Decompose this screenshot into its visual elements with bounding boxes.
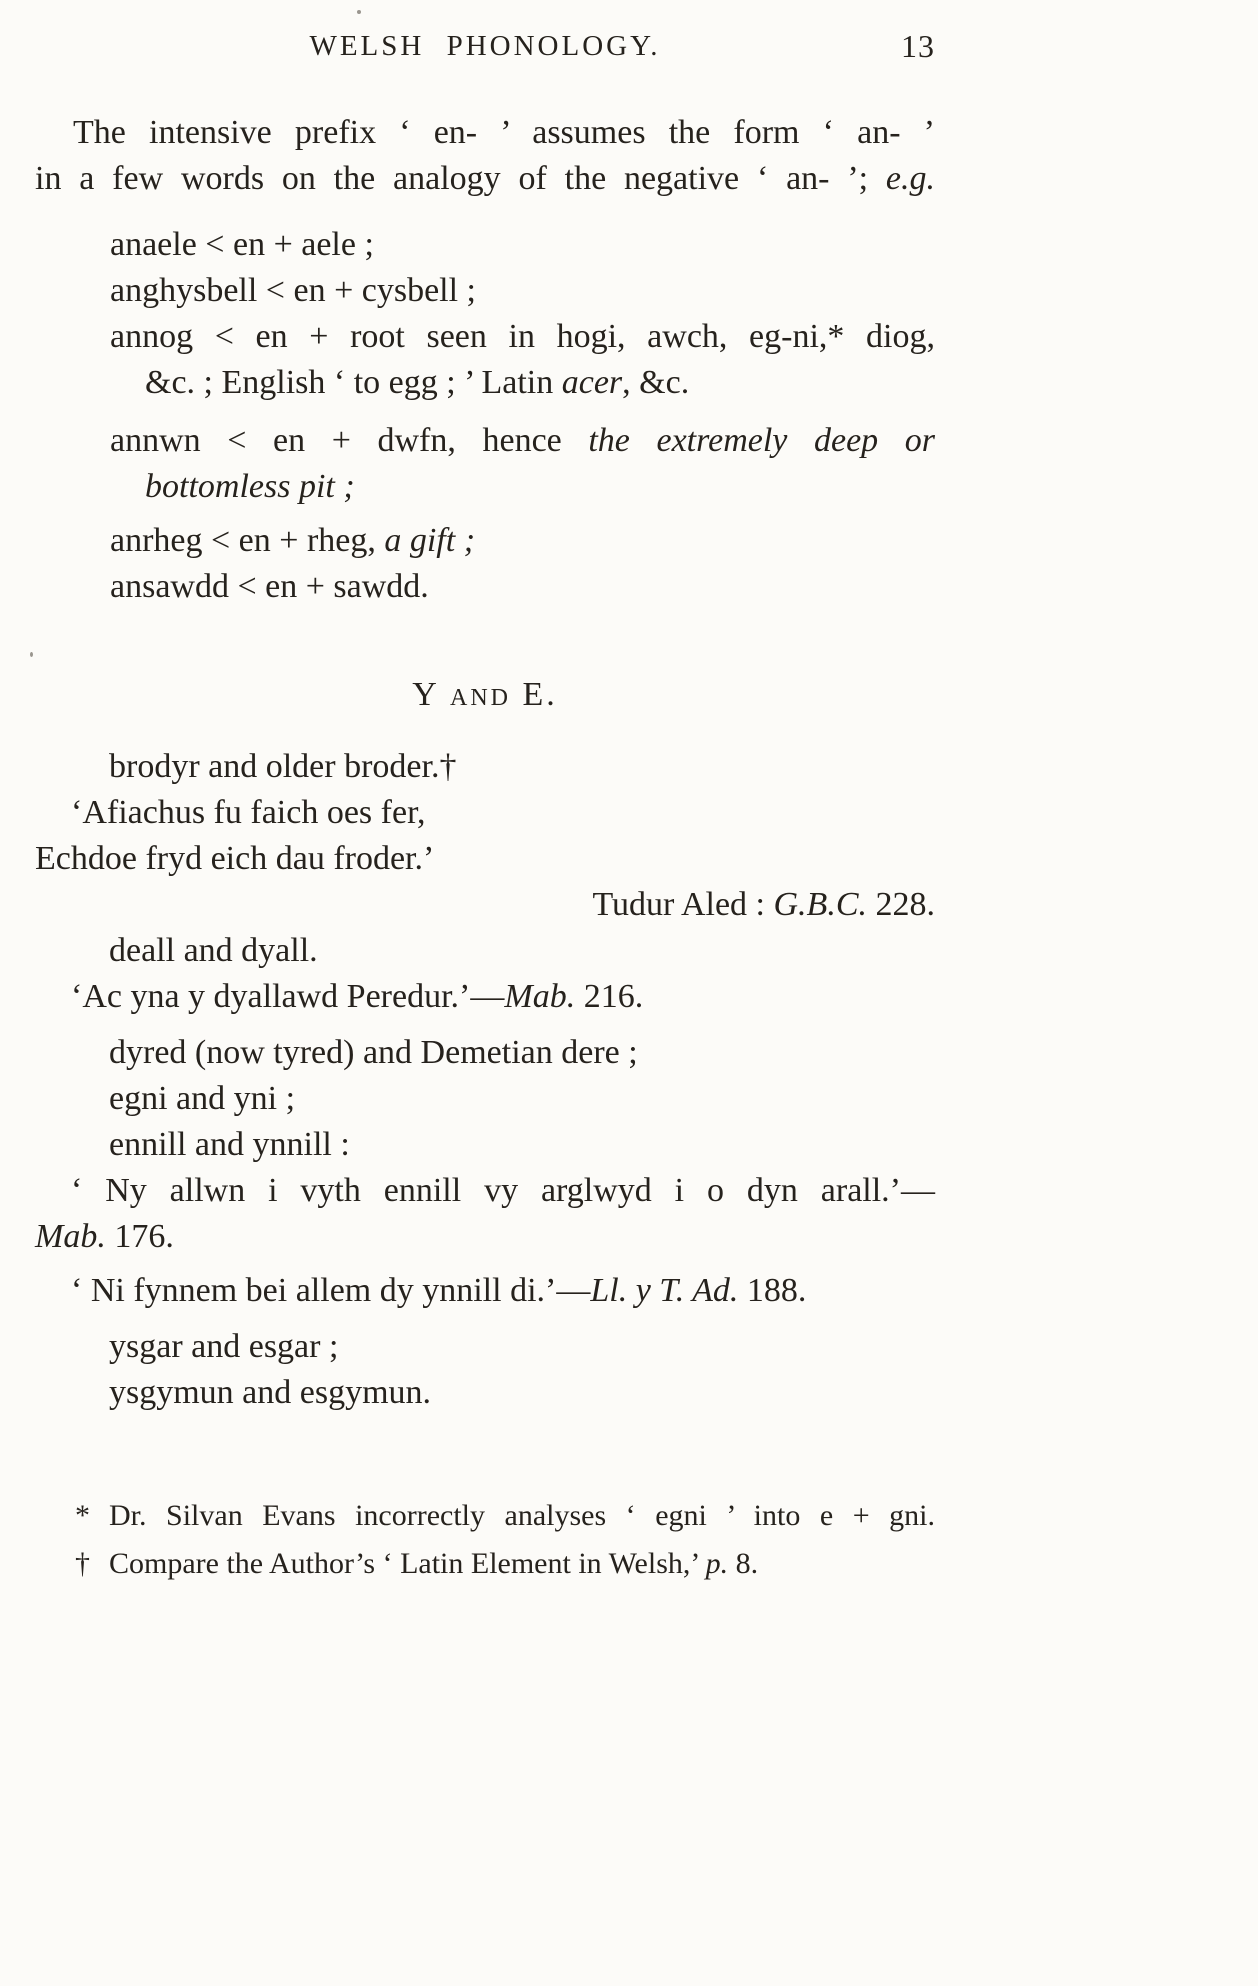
entry-annwn-line2 [145, 464, 935, 510]
entry-anghysbell: anghysbell < en + cysbell ; [110, 272, 476, 309]
entry-annog-line2-italic: acer [561, 364, 623, 401]
intro-line-2-roman: in a few words on the analogy of the negative ‘ an- ’; [35, 160, 886, 197]
running-title: WELSH PHONOLOGY. [309, 30, 661, 62]
entry-list [35, 222, 935, 610]
body-line-dyred: dyred (now tyred) and Demetian dere ; [109, 1034, 638, 1071]
page-content [35, 26, 935, 1588]
body-line-deall: deall and dyall. [109, 932, 318, 969]
footnote-dagger-marker: † [75, 1547, 90, 1580]
scan-speck [357, 10, 361, 14]
body-quote-ny-allwn-line1: ‘ Ny allwn i vyth ennill vy arglwyd i o dyn arall.’— [71, 1172, 935, 1209]
body-quote-peredur [71, 974, 935, 1020]
footnote-dagger-page: 8. [728, 1547, 759, 1580]
entry-annwn-line2-italic: bottomless pit ; [145, 468, 355, 505]
entry-annwn-line1 [110, 418, 935, 464]
body-line-ennill: ennill and ynnill : [109, 1126, 350, 1163]
entry-annog-line1: annog < en + root seen in hogi, awch, eg-ni,* diog, [110, 318, 935, 355]
entry-annog-line2-roman: &c. ; English ‘ to egg ; ’ Latin [145, 364, 562, 401]
intro-line-2-italic: e.g. [885, 160, 935, 197]
body-attribution [35, 882, 935, 928]
body-quote-ni-fynnem [71, 1268, 935, 1314]
body-attribution-name: Tudur Aled : [592, 886, 774, 923]
body-quote-ni-fynnem-italic: Ll. y T. Ad. [590, 1272, 739, 1309]
body-quote-peredur-page: 216. [575, 978, 644, 1015]
intro-line-2 [35, 156, 935, 202]
body-line-brodyr: brodyr and older broder.† [109, 748, 457, 785]
footnote-dagger-text: Compare the Author’s ‘ Latin Element in Welsh,’ [109, 1547, 706, 1580]
footnote-asterisk [75, 1492, 935, 1540]
entry-annwn-line1-italic: the extremely deep or [588, 422, 935, 459]
body-quote-afiachus: ‘Afiachus fu faich oes fer, [71, 794, 426, 831]
page-number: 13 [901, 28, 935, 64]
intro-line-1: The intensive prefix ‘ en- ’ assumes the form ‘ an- ’ [73, 114, 935, 151]
section-heading: Y and E. [412, 676, 558, 713]
body-quote-echdoe: Echdoe fryd eich dau froder.’ [35, 840, 435, 877]
body-line-ysgymun: ysgymun and esgymun. [109, 1374, 432, 1411]
body-quote-ny-allwn-line2 [35, 1214, 935, 1260]
footnote-asterisk-text: Dr. Silvan Evans incorrectly analyses ‘ egni ’ into e + gni. [109, 1499, 935, 1532]
footnote-dagger-italic: p. [705, 1547, 729, 1580]
body-quote-peredur-roman: ‘Ac yna y dyallawd Peredur.’— [71, 978, 505, 1015]
body-quote-ny-allwn-source-italic: Mab. [35, 1218, 106, 1255]
entry-anrheg-roman: anrheg < en + rheg, [110, 522, 385, 559]
body-quote-ni-fynnem-roman: ‘ Ni fynnem bei allem dy ynnill di.’— [71, 1272, 591, 1309]
footnotes [35, 1492, 935, 1588]
entry-annog-line2-end: , &c. [622, 364, 690, 401]
page-header [35, 26, 935, 66]
body-quote-ni-fynnem-page: 188. [738, 1272, 807, 1309]
body-attribution-page: 228. [867, 886, 935, 923]
body-attribution-source-italic: G.B.C. [773, 886, 867, 923]
entry-anrheg-italic: a gift ; [384, 522, 476, 559]
scan-speck [30, 652, 33, 657]
intro-paragraph [35, 110, 935, 202]
entry-annog-line2 [145, 360, 935, 406]
body-line-egni: egni and yni ; [109, 1080, 296, 1117]
body-line-ysgar: ysgar and esgar ; [109, 1328, 339, 1365]
entry-anaele: anaele < en + aele ; [110, 226, 374, 263]
section-body [35, 744, 935, 1416]
body-quote-ny-allwn-page: 176. [105, 1218, 174, 1255]
footnote-asterisk-marker: * [75, 1499, 90, 1532]
entry-annwn-line1-roman: annwn < en + dwfn, hence [110, 422, 589, 459]
footnote-dagger [75, 1540, 935, 1588]
entry-ansawdd: ansawdd < en + sawdd. [110, 568, 429, 605]
body-quote-peredur-italic: Mab. [504, 978, 576, 1015]
entry-anrheg [110, 518, 935, 564]
